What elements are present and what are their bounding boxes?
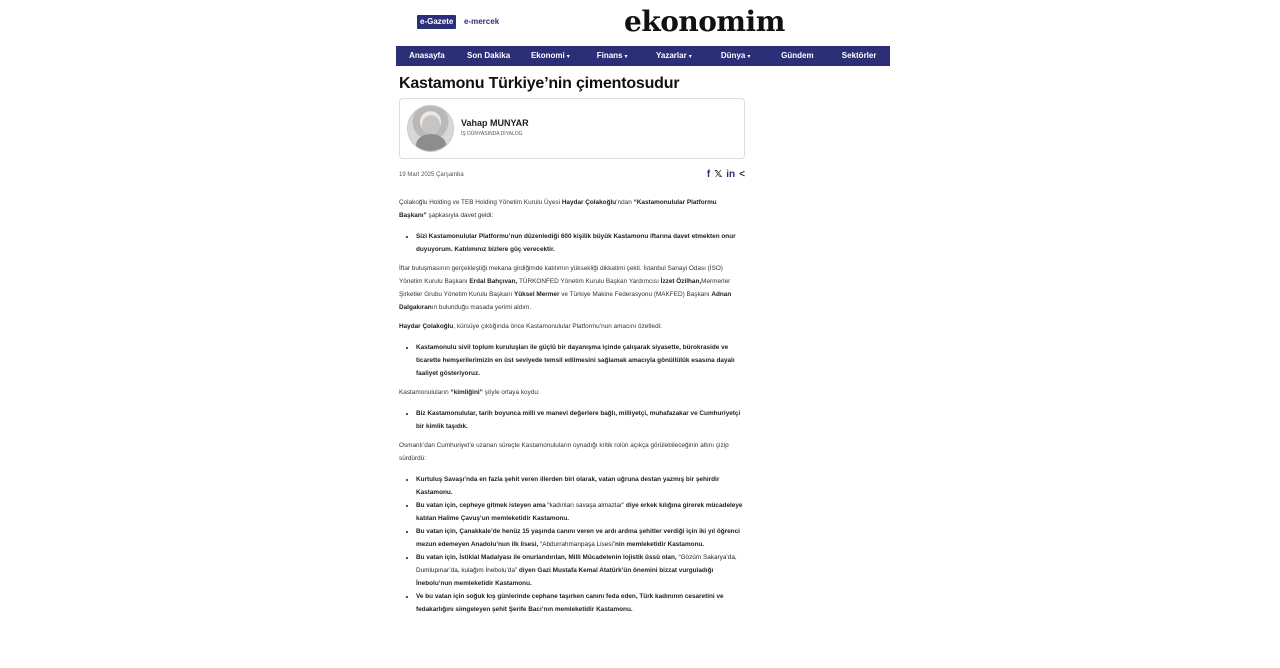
text-bold: Haydar Çolakoğlu	[399, 323, 454, 330]
bullet-list	[416, 473, 745, 616]
text: ve Türkiye Makine Federasyonu (MAKFED) Başkanı	[559, 291, 712, 298]
article-meta	[399, 169, 745, 183]
bullet-list	[416, 407, 745, 433]
text: Bu vatan için, İstiklal Madalyası ile onurlandırılan, Milli Mücadelenin lojistik üssü olan,	[416, 554, 679, 561]
text: Çolakoğlu Holding ve TEB Holding Yönetim Kurulu Üyesi	[399, 199, 562, 206]
text-quote: “kadınları savaşa almazlar”	[547, 502, 625, 509]
nav-item-yazarlar[interactable]	[643, 46, 705, 67]
chevron-down-icon: ▾	[747, 53, 751, 60]
nav-label: Finans	[596, 50, 623, 60]
paragraph	[399, 196, 745, 222]
text: şöyle ortaya koydu:	[482, 389, 540, 396]
paragraph	[399, 386, 745, 399]
list-item	[416, 499, 745, 525]
author-avatar[interactable]	[407, 105, 454, 152]
list-item: • Sizi Kastamonulular Platformu’nun düzenlediği 600 kişilik büyük Kastamonu iftarına davet etmekten onur duyuyorum. Katılımınız bizlere güç verecektir.	[416, 230, 745, 256]
emercek-link[interactable]: e-mercek	[464, 17, 500, 26]
publish-date: 19 Mart 2025 Çarşamba	[399, 172, 464, 178]
nav-item-anasayfa[interactable]	[396, 46, 458, 66]
article-title: Kastamonu Türkiye’nin çimentosudur	[399, 75, 680, 92]
nav-label: Anasayfa	[409, 51, 445, 60]
text: ’ndan	[616, 199, 634, 206]
list-item	[416, 525, 745, 551]
main-nav	[396, 46, 890, 66]
text: ın bulunduğu masada yerimi aldım.	[431, 304, 532, 311]
text: Bu vatan için, cepheye gitmek isteyen ama	[416, 502, 548, 509]
author-column: İŞ DÜNYASINDA DIYALOG	[461, 131, 523, 137]
author-card[interactable]	[399, 98, 745, 159]
text: şapkasıyla davet geldi:	[426, 212, 494, 219]
text: Kastamonuluların	[399, 389, 451, 396]
list-item: • Kastamonulu sivil toplum kuruluşları ile güçlü bir dayanışma içinde çalışarak siyasette, bürokraside ve ticarette hemşerilerimizin en üst seviyede temsil edilmesini sağlamak amacıyla gönüllülük esasına dayalı faaliyet gösteriyoruz.	[416, 341, 745, 380]
text: diye erkek kılığına girerek mücadeleye katılan Halime Çavuş’un memleketidir Kastamonu.	[416, 502, 743, 522]
text: diyen Gazi Mustafa Kemal Atatürk’ün önemini bizzat vurguladığı İnebolu’nun memleketidir Kastamonu.	[416, 567, 714, 587]
text: Mermerler Şirketler Grubu Yönetim Kurulu Başkanı	[399, 278, 731, 298]
chevron-down-icon: ▾	[566, 53, 570, 60]
nav-item-son-dakika[interactable]	[458, 46, 520, 66]
nav-label: Ekonomi	[530, 50, 565, 60]
chevron-down-icon: ▾	[688, 53, 692, 60]
article	[399, 72, 745, 622]
nav-item-sektorler[interactable]	[828, 46, 890, 66]
text: TÜRKONFED Yönetim Kurulu Başkan Yardımcısı	[517, 278, 661, 285]
nav-item-dunya[interactable]	[705, 46, 767, 67]
nav-item-finans[interactable]	[581, 46, 643, 67]
bullet-list	[416, 230, 745, 256]
text: , kürsüye çıktığında önce Kastamonulular Platformu’nun amacını özetledi:	[453, 323, 662, 330]
text-bold: Erdal Bahçıvan,	[469, 278, 518, 285]
text-bold: İzzet Özilhan,	[660, 278, 702, 285]
avatar-head	[422, 115, 440, 135]
bullet-list	[416, 341, 745, 380]
share-icon[interactable]: <	[739, 169, 745, 180]
nav-label: Son Dakika	[467, 51, 511, 60]
paragraph	[399, 320, 745, 333]
list-item: • Kurtuluş Savaşı’nda en fazla şehit veren illerden biri olarak, vatan uğruna destan yazmış bir şehirdir Kastamonu.	[416, 473, 745, 499]
chevron-down-icon: ▾	[624, 53, 628, 60]
text: nin memleketidir Kastamonu.	[615, 541, 705, 548]
site-logo[interactable]: ekonomim	[624, 5, 785, 38]
list-item: • Biz Kastamonulular, tarih boyunca milli ve manevi değerlere bağlı, milliyetçi, muhafazakar ve Cumhuriyetçi bir kimlik taşıdık.	[416, 407, 745, 433]
nav-label: Sektörler	[841, 51, 877, 60]
text-quote: “Abdurrahmanpaşa Lisesi”	[540, 541, 616, 548]
text: İftar buluşmasının gerçekleştiği mekana girdiğimde katılımın yüksekliği dikkatimi çekti. İstanbul Sanayi Odası (İSO) Yönetim Kurulu Başkanı	[399, 265, 723, 285]
nav-label: Yazarlar	[656, 50, 687, 60]
text-quote: “Gözüm Sakarya’da, Dumlupınar’da, kulağım İnebolu’da”	[416, 554, 737, 574]
nav-label: Gündem	[781, 51, 814, 60]
list-item: • Ve bu vatan için soğuk kış günlerinde cephane taşırken canını feda eden, Türk kadınının cesaretini ve fedakarlığını simgeleyen şehit Şerife Bacı’nın memleketidir Kastamonu.	[416, 590, 745, 616]
nav-label: Dünya	[720, 50, 746, 60]
linkedin-icon[interactable]: in	[726, 169, 736, 180]
facebook-icon[interactable]: f	[706, 169, 711, 180]
text: Bu vatan için, Çanakkale’de henüz 15 yaşında canını veren ve ardı ardına şehitler verdiği için iki yıl öğrenci mezun edemeyen Anadolu’nun ilk lisesi,	[416, 528, 740, 548]
author-name[interactable]: Vahap MUNYAR	[461, 118, 529, 128]
x-icon[interactable]: 𝕏	[714, 169, 723, 180]
nav-item-ekonomi[interactable]	[520, 46, 582, 67]
paragraph: Osmanlı’dan Cumhuriyet’e uzanan süreçte Kastamonuluların oynadığı kritik rolün açıkça görülebileceğinin altını çizip sürdürdü:	[399, 442, 729, 462]
share-bar	[707, 169, 745, 181]
paragraph	[399, 262, 745, 314]
nav-item-gundem[interactable]	[767, 46, 829, 66]
article-body	[399, 196, 745, 616]
text-bold: Adnan Dalgakıran	[399, 291, 732, 311]
text-bold: Haydar Çolakoğlu	[561, 199, 617, 206]
list-item	[416, 551, 745, 590]
text-bold: Yüksel Mermer	[513, 291, 560, 298]
avatar-body	[416, 134, 446, 152]
egazete-button[interactable]: e-Gazete	[417, 15, 456, 29]
site-header	[396, 0, 890, 46]
text-bold: “Kastamonulular Platformu Başkanı”	[399, 199, 717, 219]
text-bold: “kimliğini”	[450, 389, 483, 396]
